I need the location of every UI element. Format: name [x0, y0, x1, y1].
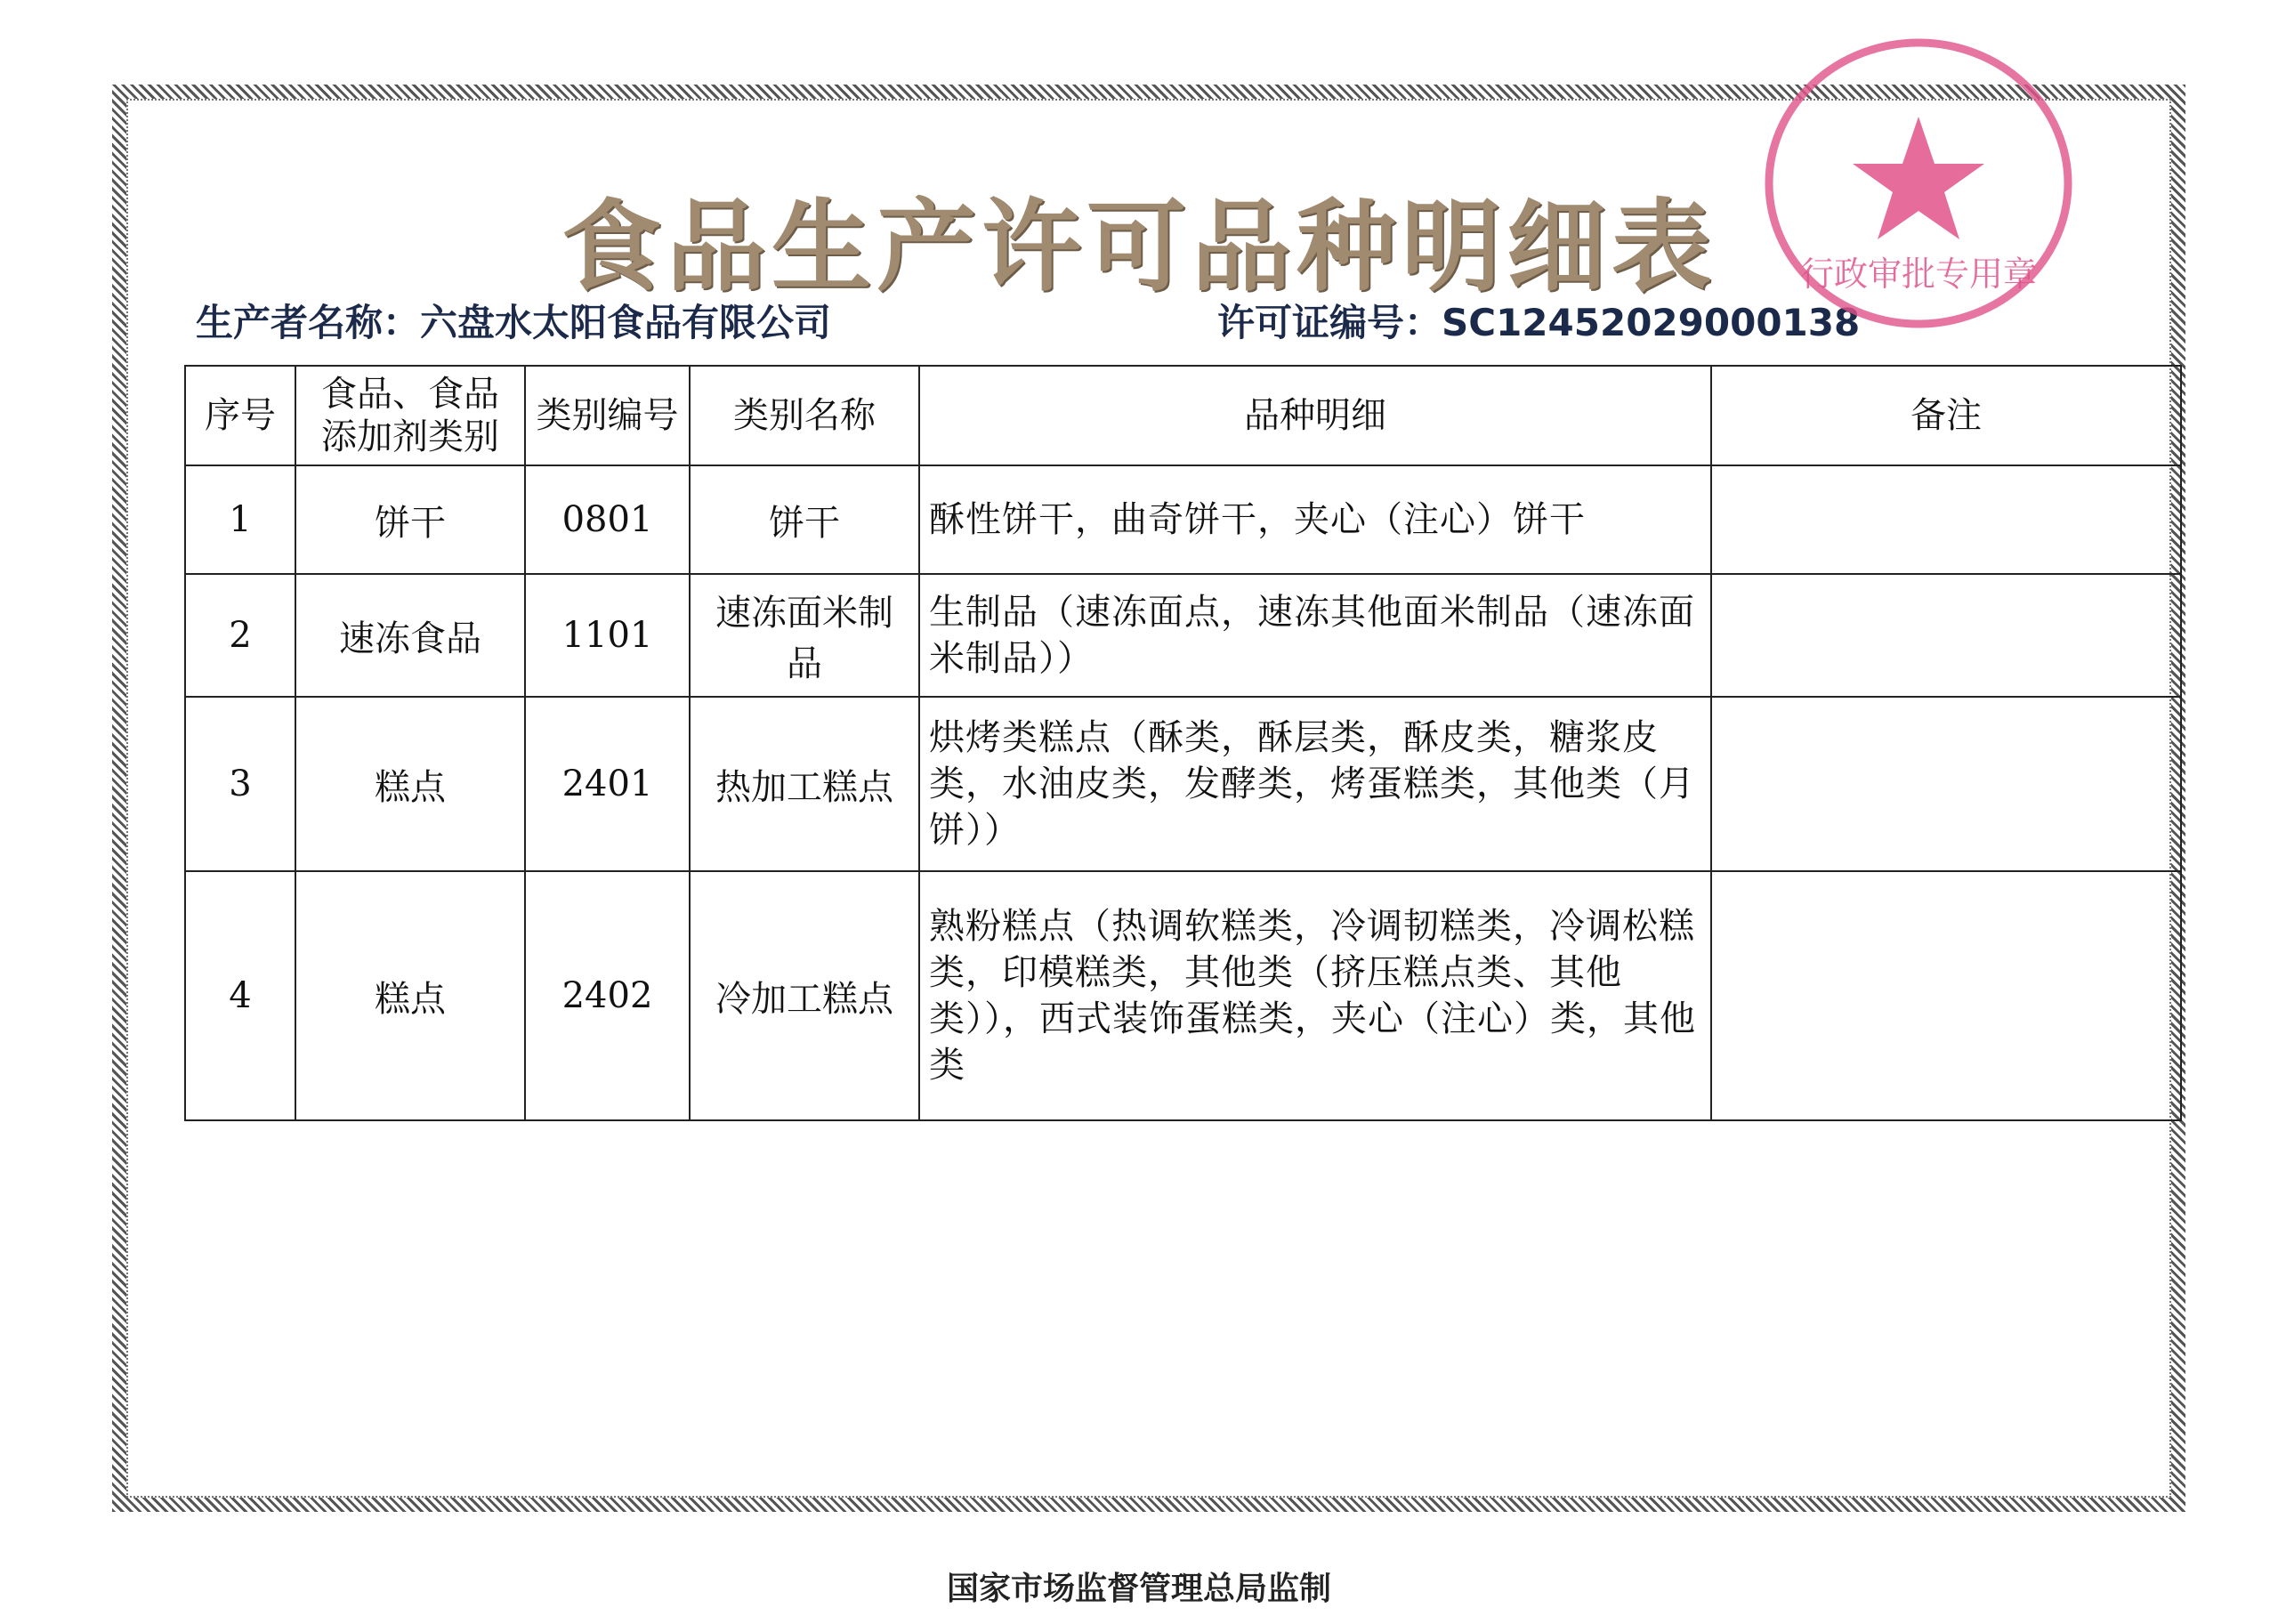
row-remark: [1711, 871, 2181, 1120]
row-detail: 熟粉糕点（热调软糕类，冷调韧糕类，冷调松糕类，印模糕类，其他类（挤压糕点类、其他类）），西式装饰蛋糕类，夹心（注心）类，其他类: [919, 871, 1711, 1120]
row-name: 冷加工糕点: [690, 871, 919, 1120]
row-name: 饼干: [690, 465, 919, 574]
header-detail: 品种明细: [919, 366, 1711, 465]
header-category: 食品、食品添加剂类别: [295, 366, 525, 465]
producer-label: 生产者名称：: [196, 301, 421, 344]
row-category: 糕点: [295, 697, 525, 871]
row-code: 2401: [525, 697, 690, 871]
row-code: 2402: [525, 871, 690, 1120]
license-number: SC12452029000138: [1442, 301, 1861, 344]
row-detail: 生制品（速冻面点，速冻其他面米制品（速冻面米制品））: [919, 574, 1711, 697]
producer-line: [196, 294, 831, 347]
row-code: 0801: [525, 465, 690, 574]
table-row: [185, 574, 2181, 697]
product-table: [184, 365, 2182, 1121]
header-name: 类别名称: [690, 366, 919, 465]
row-remark: [1711, 465, 2181, 574]
row-seq: 4: [185, 871, 295, 1120]
row-remark: [1711, 697, 2181, 871]
row-detail: 烘烤类糕点（酥类，酥层类，酥皮类，糖浆皮类，水油皮类，发酵类，烤蛋糕类，其他类（月饼））: [919, 697, 1711, 871]
row-seq: 3: [185, 697, 295, 871]
header-seq: 序号: [185, 366, 295, 465]
row-name: 速冻面米制品: [690, 574, 919, 697]
row-seq: 1: [185, 465, 295, 574]
table-row: [185, 465, 2181, 574]
row-detail: 酥性饼干，曲奇饼干，夹心（注心）饼干: [919, 465, 1711, 574]
row-name: 热加工糕点: [690, 697, 919, 871]
table-row: [185, 871, 2181, 1120]
table-header-row: [185, 366, 2181, 465]
document-title: 食品生产许可品种明细表: [561, 189, 1717, 305]
table-row: [185, 697, 2181, 871]
header-remark: 备注: [1711, 366, 2181, 465]
row-seq: 2: [185, 574, 295, 697]
license-label: 许可证编号：: [1217, 301, 1442, 344]
issuer-footer: 国家市场监督管理总局监制: [946, 1571, 1331, 1607]
row-category: 速冻食品: [295, 574, 525, 697]
producer-name: 六盘水太阳食品有限公司: [420, 301, 832, 344]
official-seal-icon: [1758, 32, 2079, 335]
row-category: 糕点: [295, 871, 525, 1120]
row-remark: [1711, 574, 2181, 697]
row-code: 1101: [525, 574, 690, 697]
header-code: 类别编号: [525, 366, 690, 465]
seal-text: 行政审批专用章: [1799, 255, 2038, 294]
row-category: 饼干: [295, 465, 525, 574]
